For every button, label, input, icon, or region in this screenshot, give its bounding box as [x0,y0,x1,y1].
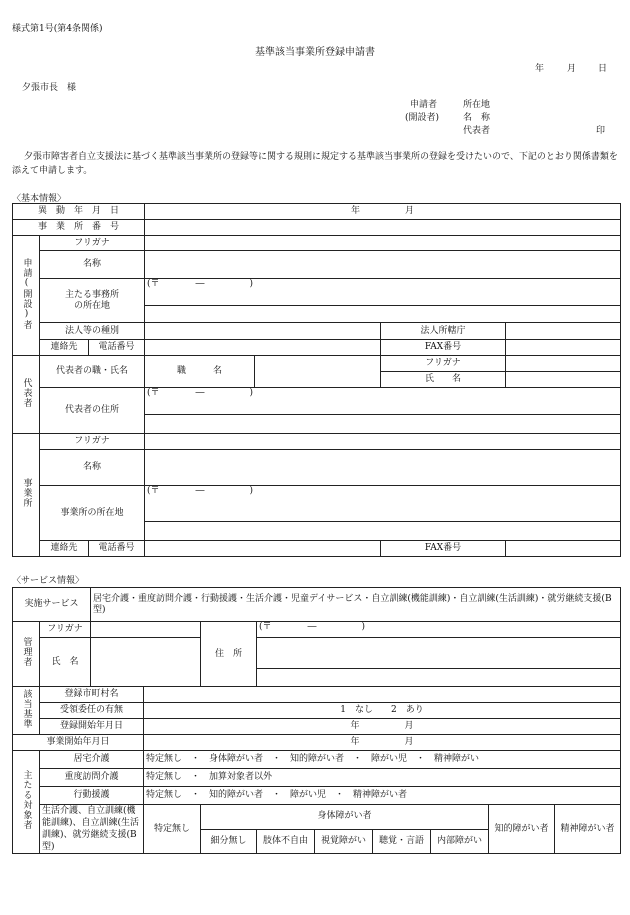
office-section-label: 事業所 [13,434,40,557]
reg-city-field[interactable] [144,687,621,703]
fax-label: FAX番号 [381,340,506,356]
intellectual-option[interactable]: 知的障がい者 [489,805,555,854]
office-fax-field[interactable] [506,541,621,557]
life-care-label: 生活介護、自立訓練(機能訓練)、自立訓練(生活訓練)、就労継続支援(B型) [40,805,144,854]
home-care-options[interactable]: 特定無し ・ 身体障がい者 ・ 知的障がい者 ・ 障がい児 ・ 精神障がい [144,751,621,769]
application-statement: 夕張市障害者自立支援法に基づく基準該当事業所の登録等に関する規則に規定する基準該当事業所の登録を受けたいので、下記のとおり関係書類を添えて申請します。 [12,152,618,176]
sub-option-4[interactable]: 聴覚・言語 [373,829,431,854]
phone-label: 電話番号 [89,340,145,356]
entrust-label: 受領委任の有無 [40,703,144,719]
sub-option-5[interactable]: 内部障がい [431,829,489,854]
office-name-field[interactable] [145,450,621,486]
corp-type-label: 法人等の種別 [40,323,145,340]
manager-section-label: 管理者 [13,622,40,687]
sub-option-3[interactable]: 視覚障がい [315,829,373,854]
date-day: 日 [598,64,608,74]
sub-option-1[interactable]: 細分無し [201,829,257,854]
mental-option[interactable]: 精神障がい者 [555,805,621,854]
seal-label: 印 [596,126,606,136]
entrust-options[interactable]: 1 なし 2 あり [144,703,621,719]
physical-option[interactable]: 身体障がい者 [201,805,489,830]
form-number: 様式第1号(第4条関係) [12,24,103,34]
manager-address-field-2[interactable] [257,669,621,687]
position-label: 職 名 [145,356,255,388]
office-address-field[interactable] [145,522,621,541]
change-date-label: 異 動 年 月 日 [13,204,145,220]
rep-postal[interactable]: (〒 ― ) [145,388,621,415]
furigana-label: フリガナ [40,236,145,251]
office-postal[interactable]: (〒 ― ) [145,486,621,522]
office-fax-label: FAX番号 [381,541,506,557]
phone-field[interactable] [145,340,381,356]
rep-label: 代表者 [463,126,491,136]
rep-furigana-label: フリガナ [381,356,506,372]
main-office-label: 主たる事務所 の所在地 [40,279,145,323]
main-office-postal[interactable]: (〒 ― ) [145,279,621,306]
office-phone-label: 電話番号 [89,541,145,557]
heavy-visit-options[interactable]: 特定無し ・ 加算対象者以外 [144,769,621,787]
name-field[interactable] [145,251,621,279]
manager-postal[interactable]: (〒 ― ) [257,622,621,638]
manager-name-label: 氏 名 [40,638,91,687]
fax-field[interactable] [506,340,621,356]
address-label: 所在地 [463,100,491,110]
form-title: 基準該当事業所登録申請書 [255,47,375,58]
biz-start-field[interactable]: 年 月 [144,735,621,751]
behavior-label: 行動援護 [40,787,144,805]
main-office-address[interactable] [145,306,621,323]
applicant-section-label: 申請(開設)者 [13,236,40,356]
position-field[interactable] [255,356,381,388]
heavy-visit-label: 重度訪問介護 [40,769,144,787]
office-furigana-label: フリガナ [40,434,145,450]
founder-label: (開設者) [405,113,440,123]
office-address-label: 事業所の所在地 [40,486,145,541]
reg-city-label: 登録市町村名 [40,687,144,703]
rep-address-field[interactable] [145,415,621,434]
change-date-value: 年 月 [145,204,621,220]
impl-service-label: 実施サービス [13,588,91,622]
name-label: 名 称 [463,113,491,123]
manager-address-label: 住 所 [201,622,257,687]
sub-option-2[interactable]: 肢体不自由 [257,829,315,854]
none-option[interactable]: 特定無し [144,805,201,854]
corp-type-field[interactable] [145,323,381,340]
manager-furigana-label: フリガナ [40,622,91,638]
rep-name-field[interactable] [506,372,621,388]
basic-info-heading: 〈基本情報〉 [12,194,67,204]
service-info-heading: 〈サービス情報〉 [12,576,85,586]
corp-agency-field[interactable] [506,323,621,340]
furigana-field[interactable] [145,236,621,251]
criteria-section-label: 該当基準 [13,687,40,735]
office-furigana-field[interactable] [145,434,621,450]
addressee: 夕張市長 様 [22,83,77,93]
rep-furigana-field[interactable] [506,356,621,372]
basic-info-table [12,203,621,557]
target-section-label: 主たる対象者 [13,751,40,854]
manager-name-field[interactable] [91,638,201,687]
office-name-label: 名称 [40,450,145,486]
date-month: 月 [567,64,577,74]
biz-start-label: 事業開始年月日 [13,735,144,751]
name-label: 名称 [40,251,145,279]
rep-section-label: 代表者 [13,356,40,434]
office-contact-label: 連絡先 [40,541,89,557]
contact-label: 連絡先 [40,340,89,356]
reg-start-label: 登録開始年月日 [40,719,144,735]
service-info-table [12,587,621,854]
date-year: 年 [535,64,545,74]
rep-name-label: 氏 名 [381,372,506,388]
office-no-value[interactable] [145,220,621,236]
office-phone-field[interactable] [145,541,381,557]
applicant-label: 申請者 [410,100,438,110]
home-care-label: 居宅介護 [40,751,144,769]
rep-title-label: 代表者の職・氏名 [40,356,145,388]
corp-agency-label: 法人所轄庁 [381,323,506,340]
impl-service-value: 居宅介護・重度訪問介護・行動援護・生活介護・児童デイサービス・自立訓練(機能訓練)・自立訓練(生活訓練)・就労継続支援(B型) [91,588,621,622]
manager-furigana-field[interactable] [91,622,201,638]
manager-address-field[interactable] [257,638,621,669]
reg-start-field[interactable]: 年 月 [144,719,621,735]
office-no-label: 事 業 所 番 号 [13,220,145,236]
behavior-options[interactable]: 特定無し ・ 知的障がい者 ・ 障がい児 ・ 精神障がい者 [144,787,621,805]
rep-address-label: 代表者の住所 [40,388,145,434]
